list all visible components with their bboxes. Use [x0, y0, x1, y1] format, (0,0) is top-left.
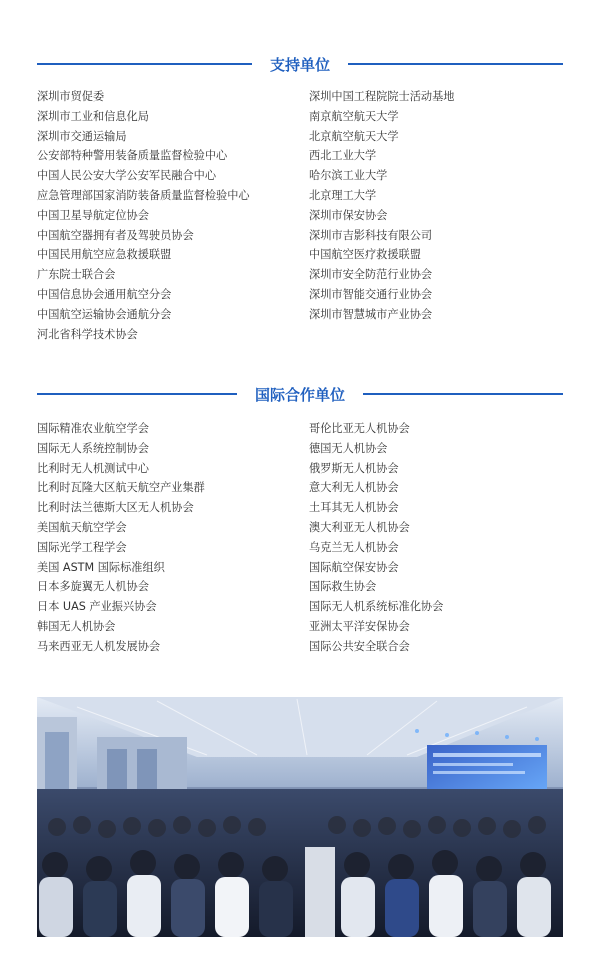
- support-list: [37, 87, 563, 344]
- list-item: 国际无人系统控制协会: [37, 441, 149, 455]
- list-item: 澳大利亚无人机协会: [309, 520, 410, 534]
- list-item: 哈尔滨工业大学: [309, 169, 388, 183]
- list-item: 国际无人机系统标准化协会: [309, 600, 444, 614]
- list-item: 日本 UAS 产业振兴协会: [37, 600, 157, 614]
- list-item: 应急管理部国家消防装备质量监督检验中心: [37, 188, 250, 202]
- list-item: 深圳市保安协会: [309, 208, 388, 222]
- conference-hall-image: [37, 697, 563, 937]
- support-list-right: [309, 87, 563, 344]
- list-item: 南京航空航天大学: [309, 109, 399, 123]
- list-item: 中国人民公安大学公安军民融合中心: [37, 169, 217, 183]
- list-item: 国际航空保安协会: [309, 560, 399, 574]
- section-title: 国际合作单位: [255, 385, 346, 404]
- list-item: 深圳市安全防范行业协会: [309, 268, 433, 282]
- list-item: 乌克兰无人机协会: [309, 540, 399, 554]
- list-item: 美国 ASTM 国际标准组织: [37, 560, 165, 574]
- list-item: 中国航空医疗救援联盟: [309, 248, 421, 262]
- list-item: 德国无人机协会: [309, 441, 388, 455]
- section-title: 支持单位: [270, 55, 331, 74]
- list-item: 亚洲太平洋安保协会: [309, 619, 410, 633]
- list-item: 公安部特种警用装备质量监督检验中心: [37, 149, 228, 163]
- divider-line: [348, 63, 563, 65]
- section-header-international: [37, 379, 563, 409]
- list-item: 深圳市吉影科技有限公司: [309, 228, 433, 242]
- list-item: 深圳市贸促委: [37, 90, 105, 103]
- list-item: 深圳市智慧城市产业协会: [309, 307, 433, 321]
- international-list-left: [37, 419, 309, 657]
- list-item: 比利时无人机测试中心: [37, 461, 149, 475]
- list-item: 中国信息协会通用航空分会: [37, 287, 172, 301]
- list-item: 哥伦比亚无人机协会: [309, 422, 410, 435]
- list-item: 中国航空运输协会通航分会: [37, 307, 172, 321]
- list-item: 国际光学工程学会: [37, 540, 127, 554]
- list-item: 深圳市智能交通行业协会: [309, 287, 433, 301]
- list-item: 美国航天航空学会: [37, 520, 127, 534]
- list-item: 广东院士联合会: [37, 268, 116, 282]
- list-item: 深圳市工业和信息化局: [37, 109, 149, 123]
- list-item: 中国航空器拥有者及驾驶员协会: [37, 228, 194, 242]
- list-item: 土耳其无人机协会: [309, 501, 399, 515]
- list-item: 国际救生协会: [309, 580, 377, 594]
- support-list-left: [37, 87, 309, 344]
- list-item: 中国民用航空应急救援联盟: [37, 248, 172, 262]
- list-item: 俄罗斯无人机协会: [309, 461, 399, 475]
- divider-line: [37, 63, 252, 65]
- divider-line: [363, 393, 563, 395]
- section-header-support: [37, 49, 563, 79]
- list-item: 意大利无人机协会: [309, 481, 399, 495]
- list-item: 北京理工大学: [309, 188, 377, 202]
- list-item: 北京航空航天大学: [309, 129, 399, 143]
- international-list: [37, 419, 563, 657]
- list-item: 国际公共安全联合会: [309, 639, 410, 653]
- divider-line: [37, 393, 237, 395]
- list-item: 国际精准农业航空学会: [37, 422, 149, 435]
- list-item: 马来西亚无人机发展协会: [37, 639, 161, 653]
- list-item: 韩国无人机协会: [37, 619, 116, 633]
- list-item: 比利时法兰德斯大区无人机协会: [37, 501, 194, 515]
- conference-hall-illustration: [37, 697, 563, 937]
- list-item: 深圳市交通运输局: [37, 129, 127, 143]
- international-list-right: [309, 419, 563, 657]
- list-item: 西北工业大学: [309, 149, 377, 163]
- list-item: 比利时瓦隆大区航天航空产业集群: [37, 481, 205, 495]
- list-item: 中国卫星导航定位协会: [37, 208, 149, 222]
- list-item: 河北省科学技术协会: [37, 327, 138, 341]
- list-item: 日本多旋翼无人机协会: [37, 580, 149, 594]
- list-item: 深圳中国工程院院士活动基地: [309, 90, 455, 103]
